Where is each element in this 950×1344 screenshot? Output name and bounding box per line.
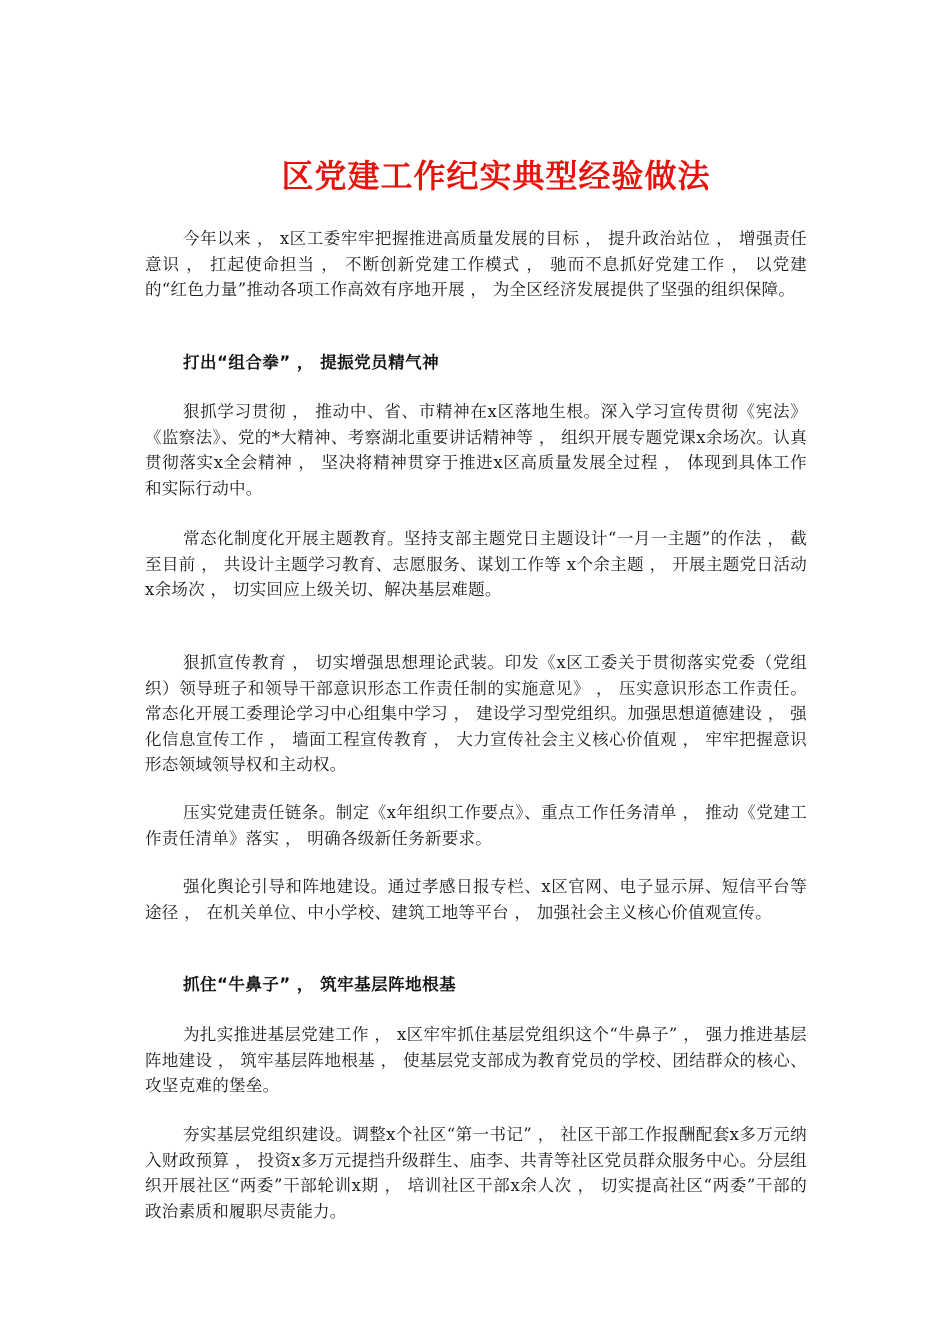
body-paragraph: 狠抓宣传教育 ， 切实增强思想理论武装。印发《x区工委关于贯彻落实党委（党组织）领导班子和领导干部意识形态工作责任制的实施意见》 ， 压实意识形态工作责任。常态化开展工委理论学习中心组集中学习 ， 建设学习型党组织。加强思想道德建设 ， 强化信息宣传工作 ， 墙面工程宣传教育 ， 大力宣传社会主义核心价值观 ， 牢牢把握意识形态领域领导权和主动权。	[145, 653, 807, 774]
body-paragraph: 强化舆论引导和阵地建设。通过孝感日报专栏、x区官网、电子显示屏、短信平台等途径 ， 在机关单位、中小学校、建筑工地等平台 ， 加强社会主义核心价值观宣传。	[145, 877, 807, 922]
body-paragraph: 狠抓学习贯彻 ， 推动中、省、市精神在x区落地生根。深入学习宣传贯彻《宪法》《监察法》、党的*大精神、考察湖北重要讲话精神等 ， 组织开展专题党课x余场次。认真贯彻落实x全会精神 ， 坚决将精神贯穿于推进x区高质量发展全过程 ， 体现到具体工作和实际行动中。	[145, 402, 807, 498]
intro-paragraph: 今年以来 ， x区工委牢牢把握推进高质量发展的目标 ， 提升政治站位 ， 增强责任意识 ， 扛起使命担当 ， 不断创新党建工作模式 ， 驰而不息抓好党建工作 ， 以党建的“红色力量”推动各项工作高效有序地开展 ， 为全区经济发展提供了坚强的组织保障。	[145, 229, 807, 299]
document-title: 区党建工作纪实典型经验做法	[281, 157, 711, 195]
section-heading-1: 打出“组合拳” ， 提振党员精气神	[183, 353, 440, 372]
body-paragraph: 夯实基层党组织建设。调整x个社区“第一书记” ， 社区干部工作报酬配套x多万元纳入财政预算 ， 投资x多万元提挡升级群生、庙李、共青等社区党员群众服务中心。分层组织开展社区“两委”干部轮训x期 ， 培训社区干部x余人次 ， 切实提高社区“两委”干部的政治素质和履职尽责能力。	[145, 1125, 807, 1221]
body-paragraph: 常态化制度化开展主题教育。坚持支部主题党日主题设计“一月一主题”的作法 ， 截至目前 ， 共设计主题学习教育、志愿服务、谋划工作等 x个余主题 ， 开展主题党日活动x余场次 ， 切实回应上级关切、解决基层难题。	[145, 529, 807, 599]
body-paragraph: 为扎实推进基层党建工作 ， x区牢牢抓住基层党组织这个“牛鼻子” ， 强力推进基层阵地建设 ， 筑牢基层阵地根基 ， 使基层党支部成为教育党员的学校、团结群众的核心、攻坚克难的堡垒。	[145, 1025, 807, 1095]
section-heading-2: 抓住“牛鼻子” ， 筑牢基层阵地根基	[183, 975, 457, 994]
body-paragraph: 压实党建责任链条。制定《x年组织工作要点》、重点工作任务清单 ， 推动《党建工作责任清单》落实 ， 明确各级新任务新要求。	[145, 803, 807, 848]
